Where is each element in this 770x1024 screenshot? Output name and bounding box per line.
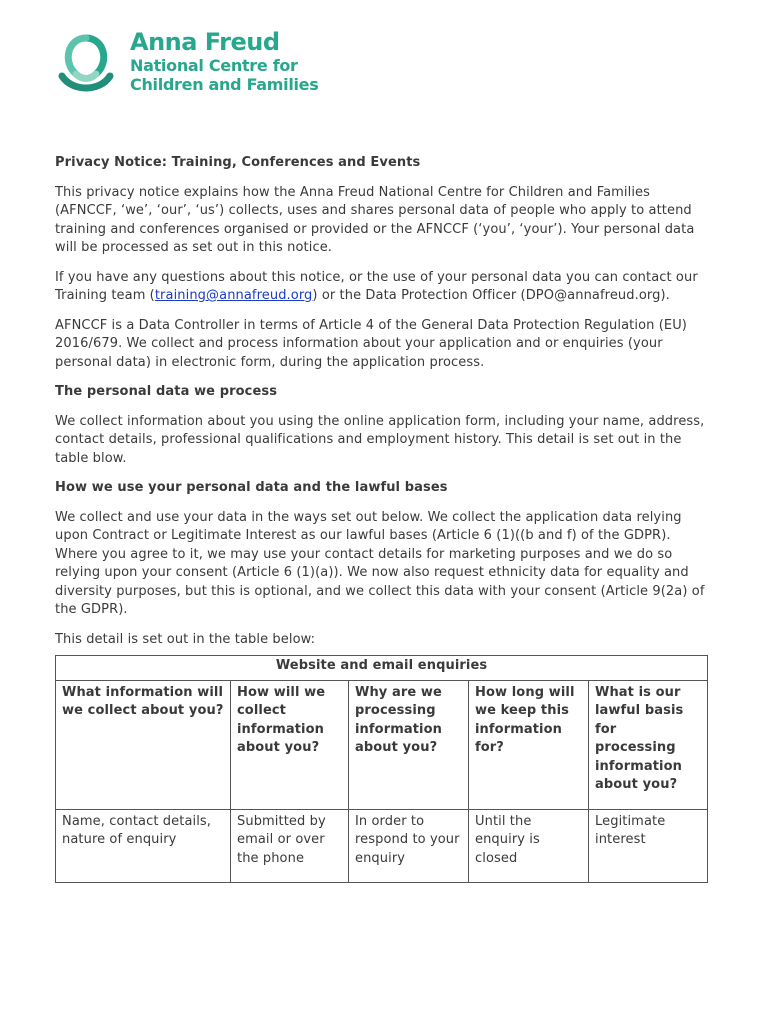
logo-subtitle-line1: National Centre for: [130, 56, 298, 75]
table-header-cell: How will we collect information about you?: [231, 680, 349, 809]
section-body-lawful-bases: We collect and use your data in the ways set out below. We collect the application data relying upon Contract or Legitimate Interest as our lawful bases (Article 6 (1)((b and f) of the GDPR). Where you agree to it, we may use your contact details for marketing purposes and we do so relying upon your consent (Article 6 (1)(a)). We now also request ethnicity data for equality and diversity purposes, but this is optional, and we collect this data with your consent (Article 9(2a) of the GDPR).: [55, 509, 705, 617]
contact-text-before: If you have any questions about this notice, or the use of your personal data you can contact our Training team (: [55, 269, 698, 303]
contact-text-after: ) or the Data Protection Officer (DPO@annafreud.org).: [312, 288, 670, 303]
logo-subtitle-line2: Children and Families: [130, 75, 319, 94]
logo: [52, 28, 352, 98]
enquiries-table: [55, 655, 708, 883]
contact-paragraph: [55, 269, 710, 306]
logo-name: Anna Freud: [130, 28, 280, 56]
table-intro: This detail is set out in the table below:: [55, 631, 316, 647]
table-header-cell: Why are we processing information about you?: [349, 680, 469, 809]
training-email-link[interactable]: training@annafreud.org: [154, 288, 313, 303]
table-cell: Name, contact details, nature of enquiry: [56, 809, 231, 883]
section-heading-lawful-bases: How we use your personal data and the lawful bases: [55, 480, 448, 495]
controller-paragraph: AFNCCF is a Data Controller in terms of Article 4 of the General Data Protection Regulation (EU) 2016/679. We collect and process information about your application and or enquiries (your personal data) in electronic form, during the application process.: [55, 317, 687, 370]
logo-text: [130, 28, 318, 94]
table-header-row: [56, 680, 708, 809]
table-cell: Legitimate interest: [589, 809, 708, 883]
table-cell: Submitted by email or over the phone: [231, 809, 349, 883]
table-cell: Until the enquiry is closed: [469, 809, 589, 883]
intro-paragraph: This privacy notice explains how the Anna Freud National Centre for Children and Families (AFNCCF, ‘we’, ‘our’, ‘us’) collects, uses and shares personal data of people who apply to attend training and conferences organised or provided or the AFNCCF (‘you’, ‘your’). Your personal data will be processed as set out in this notice.: [55, 184, 695, 255]
page-title: Privacy Notice: Training, Conferences and Events: [55, 155, 421, 170]
table-cell: In order to respond to your enquiry: [349, 809, 469, 883]
table-header-cell: What information will we collect about you?: [56, 680, 231, 809]
document-body: [55, 154, 710, 883]
table-header-cell: How long will we keep this information for?: [469, 680, 589, 809]
table-row: [56, 809, 708, 883]
section-body-personal-data: We collect information about you using the online application form, including your name, address, contact details, professional qualifications and employment history. This detail is set out in the table blow.: [55, 413, 705, 466]
table-header-cell: What is our lawful basis for processing information about you?: [589, 680, 708, 809]
table-caption: Website and email enquiries: [56, 656, 708, 681]
section-heading-personal-data: The personal data we process: [55, 384, 278, 399]
trefoil-logo-icon: [52, 32, 120, 94]
